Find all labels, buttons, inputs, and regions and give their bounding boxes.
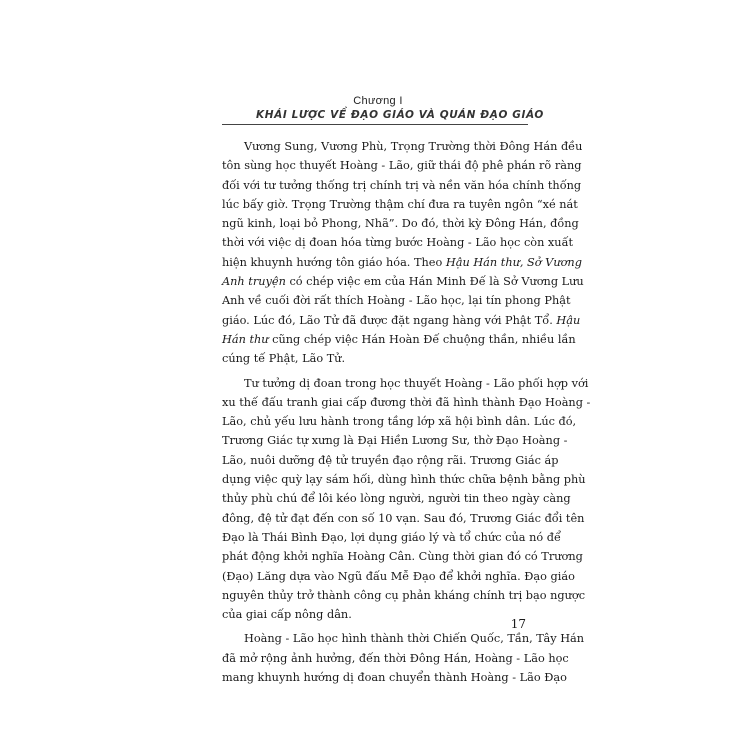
chapter-title: KHÁI LƯỢC VỀ ĐẠO GIÁO VÀ QUÁN ĐẠO GIÁO [256, 109, 544, 121]
paragraph [222, 629, 585, 687]
text-line [222, 137, 583, 156]
text-line [222, 374, 589, 393]
text-run: cúng tế Phật, Lão Tử. [222, 352, 346, 366]
text-line [222, 605, 526, 624]
text-run: Lão, chủ yếu lưu hành trong tầng lớp xã hội bình dân. Lúc đó, [222, 415, 577, 429]
text-run: Vương Sung, Vương Phù, Trọng Trường thời Đông Hán đều [244, 140, 583, 153]
chapter-header [256, 95, 544, 122]
text-run: thủy phù chú để lôi kéo lòng người, người tin theo ngày càng [222, 492, 571, 506]
text-line [222, 567, 575, 586]
text-run: Hoàng - Lão học hình thành thời Chiến Quốc, Tần, Tây Hán [244, 632, 585, 646]
text-run: thời với việc dị đoan hóa từng bước Hoàng - Lão học còn xuất [222, 236, 574, 250]
text-line [222, 291, 571, 310]
text-line [222, 649, 569, 668]
text-run: hiện khuynh hướng tôn giáo hóa. Theo [222, 255, 446, 269]
text-run: đã mở rộng ảnh hưởng, đến thời Đông Hán, Hoàng - Lão học [222, 651, 569, 665]
text-line [222, 272, 584, 291]
text-line [222, 489, 571, 508]
text-line [222, 451, 559, 470]
text-run: phát động khởi nghĩa Hoàng Cân. Cùng thời gian đó có Trương [222, 550, 583, 564]
text-line [222, 586, 586, 605]
text-line [222, 431, 568, 450]
text-line [222, 629, 585, 648]
text-line [222, 214, 579, 233]
text-run: Lão, nuôi dưỡng đệ tử truyền đạo rộng rãi. Trương Giác áp [222, 453, 559, 467]
text-run: ngũ kinh, loại bỏ Phong, Nhã”. Do đó, thời kỳ Đông Hán, đồng [222, 217, 579, 231]
text-run: lúc bấy giờ. Trọng Trường thậm chí đưa ra tuyên ngôn “xé nát [222, 197, 578, 211]
text-line [222, 253, 582, 272]
text-line [222, 330, 576, 349]
text-line [222, 393, 591, 412]
text-line [222, 412, 577, 431]
text-run: Anh về cuối đời rất thích Hoàng - Lão học, lại tín phong Phật [222, 294, 571, 308]
text-line [222, 156, 582, 175]
text-run: xu thế đấu tranh giai cấp đương thời đã hình thành Đạo Hoàng - [222, 395, 591, 409]
text-run: Trương Giác tự xưng là Đại Hiền Lương Sư, thờ Đạo Hoàng - [222, 434, 568, 448]
text-run: Tư tưởng dị đoan trong học thuyết Hoàng - Lão phối hợp với [244, 376, 589, 390]
text-line [222, 233, 574, 252]
text-run: dụng việc quỳ lạy sám hối, dùng hình thức chữa bệnh bằng phù [222, 473, 586, 487]
header-divider [222, 124, 528, 125]
text-run: (Đạo) Lăng dựa vào Ngũ đấu Mễ Đạo để khởi nghĩa. Đạo giáo [222, 569, 575, 583]
text-line [222, 528, 561, 547]
text-line [222, 509, 585, 528]
text-run: đối với tư tưởng thống trị chính trị và nền văn hóa chính thống [222, 178, 582, 192]
text-line [222, 195, 578, 214]
text-run: có chép việc em của Hán Minh Đế là Sở Vương Lưu [285, 275, 584, 289]
text-run: tôn sùng học thuyết Hoàng - Lão, giữ thái độ phê phán rõ ràng [222, 159, 582, 173]
text-run: mang khuynh hướng dị đoan chuyển thành Hoàng - Lão Đạo [222, 671, 567, 685]
page-number: 17 [510, 617, 526, 631]
text-run: cũng chép việc Hán Hoàn Đế chuộng thần, nhiều lần [268, 332, 576, 346]
italic-title: Hậu [556, 313, 581, 327]
text-line [222, 349, 526, 368]
paragraph [222, 374, 591, 625]
text-line [222, 176, 582, 195]
text-run: đông, đệ tử đạt đến con số 10 vạn. Sau đó, Trương Giác đổi tên [222, 511, 585, 525]
text-run: Đạo là Thái Bình Đạo, lợi dụng giáo lý và tổ chức của nó để [222, 530, 561, 544]
body-text [222, 137, 591, 687]
text-run: nguyên thủy trở thành công cụ phản kháng chính trị bạo ngược [222, 588, 586, 602]
text-line [222, 311, 581, 330]
italic-title: Hậu Hán thư, Sở Vương [445, 255, 582, 269]
text-line [222, 668, 567, 687]
paragraph [222, 137, 584, 369]
text-run: giáo. Lúc đó, Lão Tử đã được đặt ngang hàng với Phật Tổ. [222, 313, 557, 327]
text-line [222, 547, 583, 566]
italic-title: Hán thư [222, 332, 269, 346]
italic-title: Anh truyện [222, 275, 286, 289]
text-run: của giai cấp nông dân. [222, 608, 352, 622]
text-line [222, 470, 586, 489]
chapter-label: Chương I [353, 95, 403, 107]
